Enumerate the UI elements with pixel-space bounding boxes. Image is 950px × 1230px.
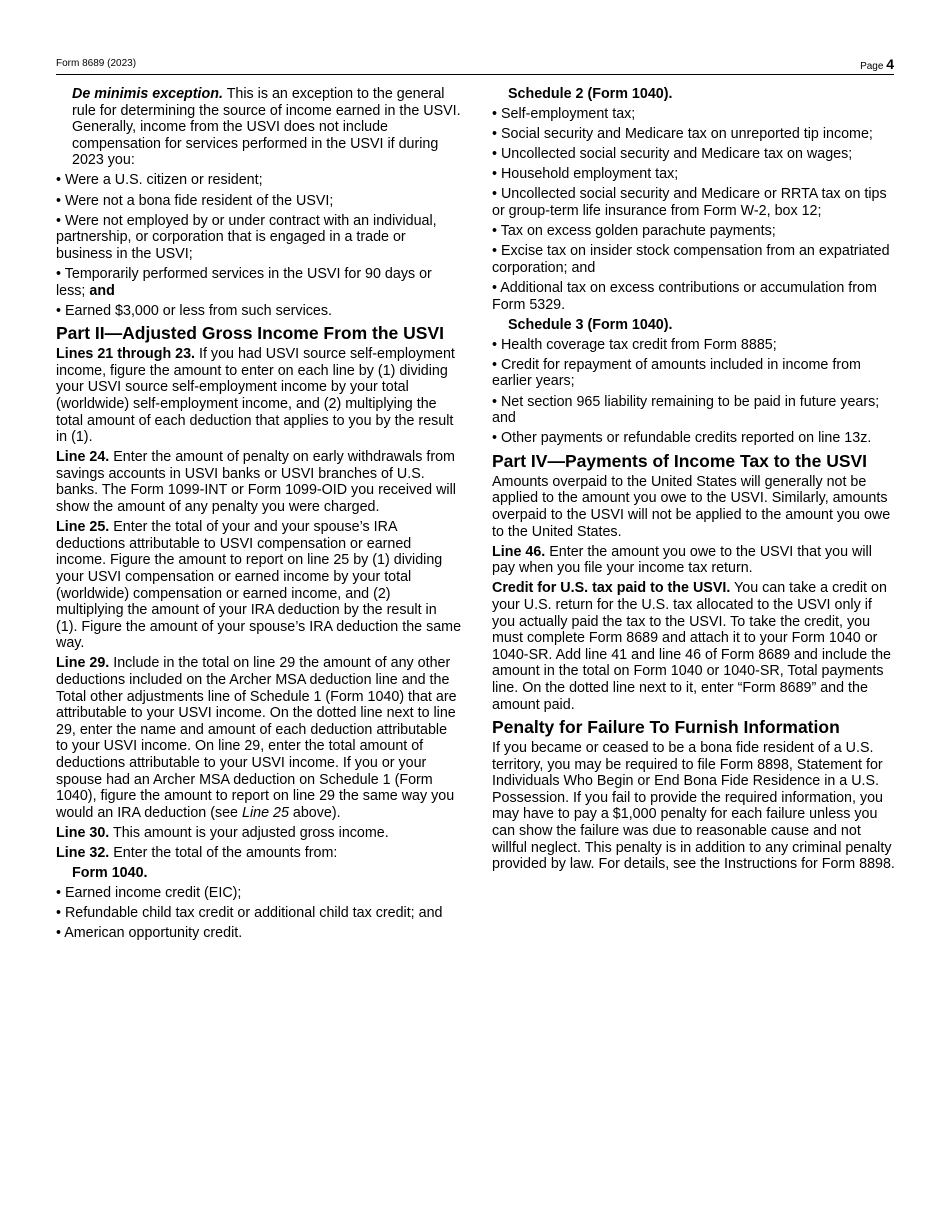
list-item: • Social security and Medicare tax on unreported tip income; — [492, 126, 873, 143]
list-item: • Tax on excess golden parachute payments; — [492, 223, 776, 240]
list-item: • Additional tax on excess contributions or accumulation from Form 5329. — [492, 279, 877, 313]
list-item: • Refundable child tax credit or additional child tax credit; and — [56, 905, 443, 922]
credit-paragraph: Credit for U.S. tax paid to the USVI. You can take a credit on your U.S. return for the U.S. tax allocated to the USVI only if you actually paid the tax to the USVI. To take the credit, you must complete Form 8689 and attach it to your Form 1040 or 1040-SR. Add line 41 and line 46 of Form 8689 and include the amount in the total on Form 1040 or 1040-SR, Total payments line. On the dotted line next to it, enter “Form 8689” and the amount paid. — [492, 580, 892, 713]
list-item: • Household employment tax; — [492, 166, 679, 183]
penalty-paragraph: If you became or ceased to be a bona fide resident of a U.S. territory, you may be required to file Form 8898, Statement for Individuals Who Begin or End Bona Fide Residence in a U.S. Possession. If you fail to provide the required information, you may have to pay a $1,000 penalty for each failure unless you can show the failure was due to reasonable cause and not willful neglect. This penalty is in addition to any criminal penalty provided by law. For details, see the Instructions for Form 8898. — [492, 740, 895, 873]
list-item: • Earned $3,000 or less from such services. — [56, 302, 332, 319]
list-item: • Self-employment tax; — [492, 106, 636, 123]
form-identifier: Form 8689 (2023) — [56, 58, 137, 69]
list-item: • Temporarily performed services in the USVI for 90 days or less; and — [56, 265, 432, 299]
list-item: • Other payments or refundable credits reported on line 13z. — [492, 430, 872, 447]
list-item: • Earned income credit (EIC); — [56, 885, 242, 902]
left-column — [56, 86, 462, 945]
schedule2-heading: Schedule 2 (Form 1040). — [508, 86, 673, 102]
penalty-heading: Penalty for Failure To Furnish Information — [492, 717, 840, 738]
page-header — [56, 56, 894, 75]
list-item: • Net section 965 liability remaining to be paid in future years; and — [492, 393, 880, 427]
list-item: • Excise tax on insider stock compensation from an expatriated corporation; and — [492, 243, 890, 276]
schedule3-heading: Schedule 3 (Form 1040). — [508, 316, 673, 333]
list-item: • Were a U.S. citizen or resident; — [56, 172, 263, 189]
list-item: • Were not employed by or under contract with an individual, partnership, or corporation that is engaged in a trade or business in the USVI; — [56, 212, 437, 262]
line30-paragraph: Line 30. This amount is your adjusted gross income. — [56, 824, 389, 841]
list-item: • American opportunity credit. — [56, 925, 243, 942]
right-column — [492, 86, 898, 876]
list-item: • Were not a bona fide resident of the USVI; — [56, 192, 334, 209]
line24-paragraph: Line 24. Enter the amount of penalty on early withdrawals from savings accounts in USVI banks or USVI branches of U.S. banks. The Form 1099-INT or Form 1099-OID you received will show the amount of any penalty you were charged. — [56, 449, 456, 516]
line29-paragraph: Line 29. Include in the total on line 29 the amount of any other deductions included on the Archer MSA deduction line and the Total other adjustments line of Schedule 1 (Form 1040) that are attributable to your USVI income. On the dotted line next to line 29, enter the name and amount of each deduction attributable to your USVI income. On line 29, enter the total amount of deductions attributable to your USVI income. If you or your spouse had an Archer MSA deduction on Schedule 1 (Form 1040), figure the amount to report on line 29 the same way you would an IRA deduction (see Line 25 above). — [56, 655, 457, 821]
part4-heading: Part IV—Payments of Income Tax to the USVI — [492, 450, 868, 471]
part4-paragraph: Amounts overpaid to the United States will generally not be applied to the amount you owe to the USVI. Similarly, amounts overpaid to the USVI will not be applied to the amount you owe to the United States. — [492, 473, 891, 540]
deminimis-paragraph: De minimis exception. This is an exception to the general rule for determining the source of income earned in the USVI. Generally, income from the USVI does not include compensation for services performed in the USVI if during 2023 you: — [72, 86, 461, 169]
line21-paragraph: Lines 21 through 23. If you had USVI source self-employment income, figure the amount to enter on each line by (1) dividing your USVI source self-employment income by your total (worldwide) self-employment income, and (2) multiplying the total amount of each deduction that applies to you by the result in (1). — [56, 346, 455, 446]
list-item: • Uncollected social security and Medicare or RRTA tax on tips or group-term life insurance from Form W-2, box 12; — [492, 186, 887, 220]
form1040-heading: Form 1040. — [72, 865, 148, 882]
list-item: • Credit for repayment of amounts included in income from earlier years; — [492, 356, 861, 390]
list-item: • Uncollected social security and Medicare tax on wages; — [492, 146, 853, 163]
line32-paragraph: Line 32. Enter the total of the amounts from: — [56, 844, 338, 861]
list-item: • Health coverage tax credit from Form 8885; — [492, 336, 777, 353]
line25-paragraph: Line 25. Enter the total of your and your spouse’s IRA deductions attributable to USVI compensation or earned income. Figure the amount to report on line 25 by (1) dividing your USVI compensation or earned income by your total (worldwide) compensation or earned income, and (2) multiplying the amount of your IRA deduction by the result in (1). Figure the amount of your spouse’s IRA deduction the same way. — [56, 519, 462, 652]
part2-heading: Part II—Adjusted Gross Income From the USVI — [56, 323, 444, 344]
page-number: Page 4 — [860, 56, 894, 72]
line46-paragraph: Line 46. Enter the amount you owe to the USVI that you will pay when you file your income tax return. — [492, 543, 872, 577]
